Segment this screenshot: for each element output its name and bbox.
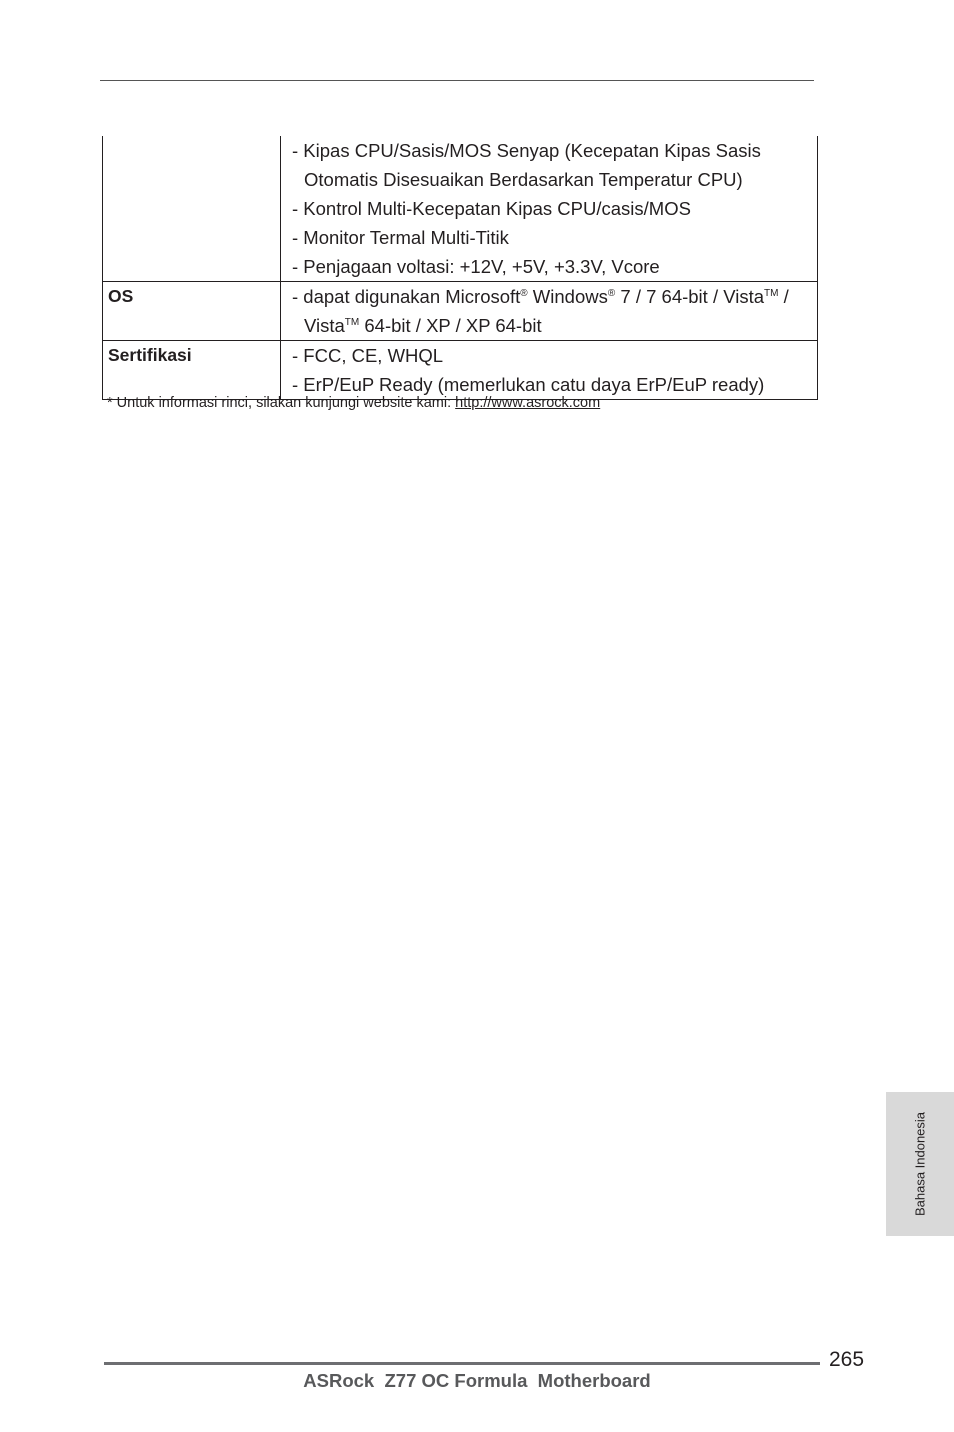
spec-line: - Penjagaan voltasi: +12V, +5V, +3.3V, Vcore [292,256,660,277]
language-label: Bahasa Indonesia [912,1111,928,1217]
spec-value-fan [281,136,818,282]
spec-value-os [281,282,818,341]
os-line-1: - dapat digunakan Microsoft® Windows® 7 / 7 64-bit / Vista™ / [292,286,789,307]
os-line-2: Vista™ 64-bit / XP / XP 64-bit [304,315,542,336]
spec-label-os: OS [103,282,281,341]
spec-line: Otomatis Disesuaikan Berdasarkan Temperatur CPU) [304,169,743,190]
table-row [103,282,818,341]
footnote [107,395,600,411]
spec-line: - Kipas CPU/Sasis/MOS Senyap (Kecepatan Kipas Sasis [292,140,761,161]
page-number: 265 [829,1348,865,1371]
spec-line: - Monitor Termal Multi-Titik [292,227,509,248]
spec-value-certification [281,341,818,400]
table-row [103,136,818,282]
footer-title: ASRock Z77 OC Formula Motherboard [303,1370,651,1391]
website-link[interactable]: http://www.asrock.com [455,395,601,411]
table-row [103,341,818,400]
spec-label-certification: Sertifikasi [103,341,281,400]
spec-line: - Kontrol Multi-Kecepatan Kipas CPU/casis/MOS [292,198,691,219]
language-side-tab [886,1092,954,1236]
bottom-rule [104,1362,820,1365]
spec-line: - ErP/EuP Ready (memerlukan catu daya ErP/EuP ready) [292,374,765,395]
spec-line: - FCC, CE, WHQL [292,345,444,366]
spec-table [102,136,818,400]
footnote-text: * Untuk informasi rinci, silakan kunjungi website kami: [107,395,456,411]
top-rule [100,80,814,81]
spec-label-empty [103,136,281,282]
